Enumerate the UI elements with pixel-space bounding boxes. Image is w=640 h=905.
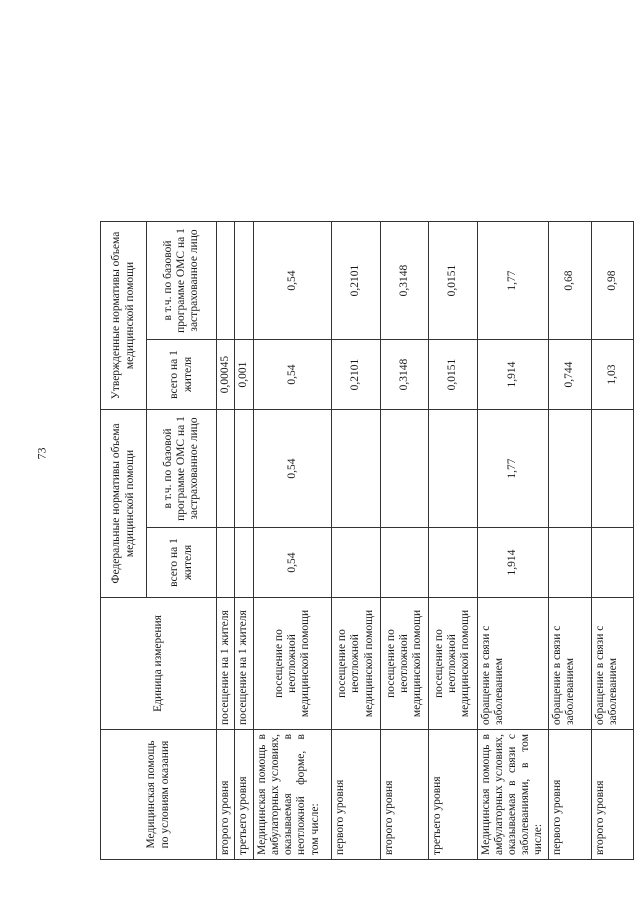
row-app-total: 0,00045 <box>217 340 235 410</box>
row-app-oms: 0,3148 <box>380 221 428 339</box>
table-row <box>217 59 235 859</box>
table-row <box>429 59 477 859</box>
row-app-oms: 0,2101 <box>332 221 380 339</box>
row-fed-total <box>332 528 380 598</box>
header-app-per-insured: в т.ч. по базовой программе ОМС на 1 застрахованное лицо <box>147 221 217 339</box>
table-row <box>235 59 253 859</box>
page-number: 73 <box>34 447 49 460</box>
row-unit: обращение в связи с заболеванием <box>591 598 633 730</box>
row-app-total: 0,744 <box>549 340 591 410</box>
row-unit: посещение по неотложной медицинской помощи <box>253 598 332 730</box>
row-app-total: 0,54 <box>253 340 332 410</box>
row-app-oms <box>217 221 235 339</box>
row-app-total: 1,914 <box>477 340 549 410</box>
row-fed-oms: 1,77 <box>477 410 549 528</box>
row-name: первого уровня <box>549 730 591 860</box>
row-fed-oms <box>217 410 235 528</box>
header-fed-per-resident: всего на 1 жителя <box>147 528 217 598</box>
row-name: третьего уровня <box>235 730 253 860</box>
row-unit: посещение по неотложной медицинской помощи <box>429 598 477 730</box>
table-row <box>332 59 380 859</box>
header-app-per-resident: всего на 1 жителя <box>147 340 217 410</box>
norms-table <box>100 59 634 860</box>
header-approved-norms: Утвержденные нормативы объема медицинской помощи <box>101 221 147 409</box>
row-unit: посещение по неотложной медицинской помощи <box>332 598 380 730</box>
row-app-oms: 1,77 <box>477 221 549 339</box>
table-row <box>380 59 428 859</box>
row-fed-total <box>217 528 235 598</box>
row-unit: посещение на 1 жителя <box>235 598 253 730</box>
row-fed-oms <box>429 410 477 528</box>
row-fed-total <box>591 528 633 598</box>
row-fed-oms <box>332 410 380 528</box>
row-fed-oms <box>380 410 428 528</box>
row-app-oms: 0,98 <box>591 221 633 339</box>
row-unit: посещение по неотложной медицинской помощи <box>380 598 428 730</box>
row-fed-total <box>235 528 253 598</box>
row-app-oms: 0,68 <box>549 221 591 339</box>
row-name: второго уровня <box>217 730 235 860</box>
row-fed-total <box>429 528 477 598</box>
row-name: второго уровня <box>380 730 428 860</box>
header-spacer <box>101 59 217 221</box>
row-name: третьего уровня <box>429 730 477 860</box>
row-app-total: 1,03 <box>591 340 633 410</box>
header-fed-per-insured: в т.ч. по базовой программе ОМС на 1 застрахованное лицо <box>147 410 217 528</box>
row-fed-total <box>380 528 428 598</box>
row-fed-oms <box>549 410 591 528</box>
table-row <box>591 59 633 859</box>
row-name: Медицинская помощь в амбулаторных условиях, оказываемая в неотложной форме, в том числе: <box>253 730 332 860</box>
row-fed-oms <box>235 410 253 528</box>
row-app-oms: 0,0151 <box>429 221 477 339</box>
row-app-total: 0,0151 <box>429 340 477 410</box>
row-fed-oms: 0,54 <box>253 410 332 528</box>
row-name: первого уровня <box>332 730 380 860</box>
row-fed-total: 1,914 <box>477 528 549 598</box>
row-app-total: 0,3148 <box>380 340 428 410</box>
row-app-oms <box>235 221 253 339</box>
row-name: Медицинская помощь в амбулаторных условиях, оказываемая в связи с заболеваниями, в том числе: <box>477 730 549 860</box>
row-name: второго уровня <box>591 730 633 860</box>
header-unit: Единица измерения <box>101 598 217 730</box>
row-app-total: 0,2101 <box>332 340 380 410</box>
row-fed-oms <box>591 410 633 528</box>
row-unit: обращение в связи с заболеванием <box>477 598 549 730</box>
header-federal-norms: Федеральные нормативы объема медицинской помощи <box>101 410 147 598</box>
row-app-oms: 0,54 <box>253 221 332 339</box>
row-fed-total: 0,54 <box>253 528 332 598</box>
table-row <box>549 59 591 859</box>
row-fed-total <box>549 528 591 598</box>
header-care-type: Медицинская помощь по условиям оказания <box>101 730 217 860</box>
row-unit: посещение на 1 жителя <box>217 598 235 730</box>
row-app-total: 0,001 <box>235 340 253 410</box>
table-row <box>477 59 549 859</box>
rotated-table-container <box>100 60 634 860</box>
row-unit: обращение в связи с заболеванием <box>549 598 591 730</box>
table-row <box>253 59 332 859</box>
